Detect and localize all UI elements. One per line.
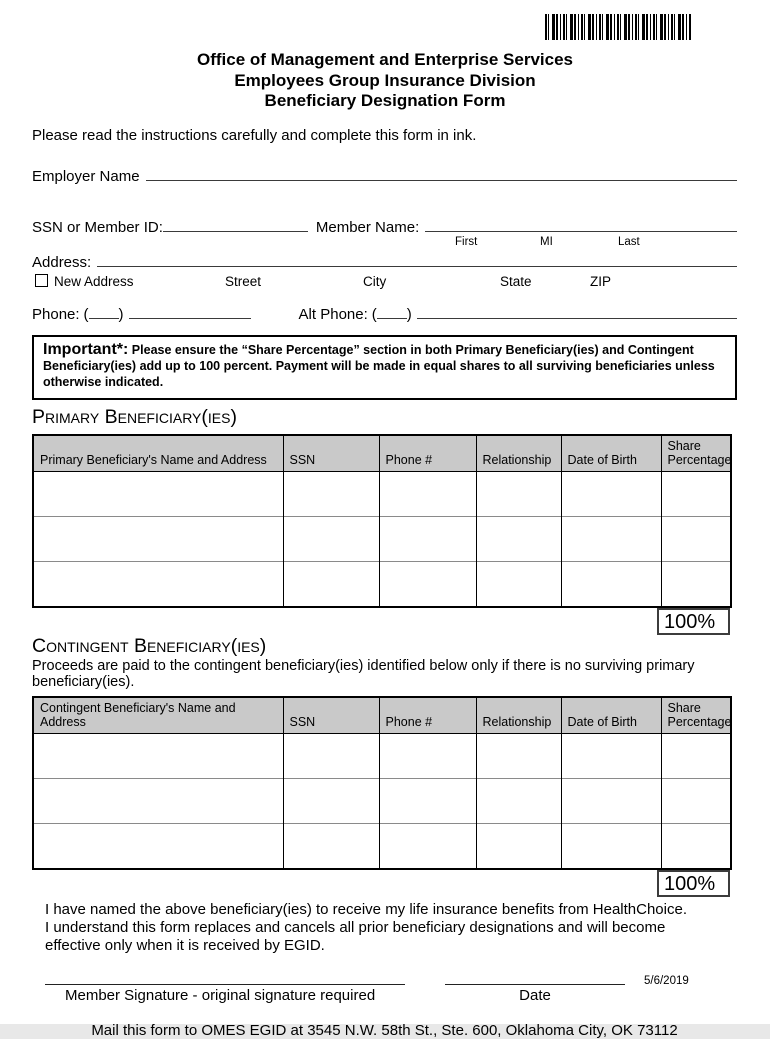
signature-row [45, 984, 737, 1004]
primary-col-name-address: Primary Beneficiary's Name and Address [33, 435, 283, 472]
contingent-share-total: 100% [657, 870, 730, 897]
member-name-label: Member Name: [315, 218, 420, 236]
contingent-table-row [33, 778, 731, 823]
contingent-note: Proceeds are paid to the contingent beneficiary(ies) identified below only if there is no surviving primary beneficiary(ies). [32, 657, 695, 690]
contingent-cell[interactable] [283, 823, 379, 869]
new-address-label: New Address [54, 273, 134, 289]
contingent-cell[interactable] [33, 733, 283, 778]
primary-cell[interactable] [476, 561, 561, 607]
primary-col-share: Share Percentage [661, 435, 731, 472]
member-name-sublabels [32, 236, 737, 249]
contingent-col-phone: Phone # [379, 697, 476, 734]
employer-name-row [32, 165, 737, 185]
contingent-cell[interactable] [379, 733, 476, 778]
primary-col-phone: Phone # [379, 435, 476, 472]
title-line-form-name: Beneficiary Designation Form [264, 91, 506, 110]
date-label: Date [519, 986, 551, 1004]
new-address-checkbox[interactable] [35, 274, 48, 287]
city-sublabel: City [363, 273, 387, 289]
contingent-table-row [33, 733, 731, 778]
primary-col-relationship: Relationship [476, 435, 561, 472]
primary-table-row [33, 561, 731, 607]
contingent-beneficiary-heading: Contingent Beneficiary(ies) [32, 634, 267, 657]
contingent-cell[interactable] [379, 778, 476, 823]
middle-initial-sublabel: MI [540, 235, 553, 248]
primary-cell[interactable] [661, 516, 731, 561]
primary-cell[interactable] [379, 516, 476, 561]
contingent-cell[interactable] [661, 823, 731, 869]
contingent-cell[interactable] [561, 778, 661, 823]
member-signature-label: Member Signature - original signature required [65, 986, 376, 1004]
phone-row [32, 303, 737, 323]
employer-name-field[interactable] [146, 165, 737, 181]
primary-cell[interactable] [476, 471, 561, 516]
contingent-cell[interactable] [476, 823, 561, 869]
contingent-cell[interactable] [33, 823, 283, 869]
primary-cell[interactable] [283, 516, 379, 561]
mail-instruction: Mail this form to OMES EGID at 3545 N.W. 58th St., Ste. 600, Oklahoma City, OK 73112 [91, 1021, 678, 1039]
member-id-name-row [32, 216, 737, 236]
contingent-cell[interactable] [661, 778, 731, 823]
alt-phone-area-code-field[interactable] [377, 303, 407, 319]
contingent-cell[interactable] [661, 733, 731, 778]
primary-cell[interactable] [283, 471, 379, 516]
contingent-col-name-address: Contingent Beneficiary's Name and Address [33, 697, 283, 734]
state-sublabel: State [500, 273, 532, 289]
contingent-col-relationship: Relationship [476, 697, 561, 734]
address-field[interactable] [97, 251, 737, 267]
primary-cell[interactable] [33, 561, 283, 607]
contingent-cell[interactable] [561, 823, 661, 869]
primary-cell[interactable] [33, 516, 283, 561]
address-label: Address: [32, 253, 92, 271]
alt-phone-paren-open: ( [371, 305, 377, 323]
contingent-table-header-row [33, 697, 731, 734]
primary-col-ssn: SSN [283, 435, 379, 472]
declaration-text: I have named the above beneficiary(ies) to receive my life insurance benefits from HealthChoice. I understand this form replaces and cancels all prior beneficiary designations and will become effective only when it is received by EGID. [45, 900, 687, 954]
barcode [545, 14, 691, 40]
primary-cell[interactable] [561, 516, 661, 561]
primary-table-header-row [33, 435, 731, 472]
title-line-division: Employees Group Insurance Division [234, 70, 536, 90]
street-sublabel: Street [225, 273, 262, 289]
alt-phone-paren-close: ) [406, 305, 412, 323]
contingent-col-dob: Date of Birth [561, 697, 661, 734]
important-notice-box [32, 335, 737, 400]
primary-col-dob: Date of Birth [561, 435, 661, 472]
first-name-sublabel: First [455, 235, 478, 248]
address-row [32, 251, 737, 271]
ssn-member-id-field[interactable] [163, 216, 308, 232]
primary-cell[interactable] [476, 516, 561, 561]
zip-sublabel: ZIP [590, 273, 612, 289]
contingent-cell[interactable] [476, 778, 561, 823]
primary-beneficiary-heading: Primary Beneficiary(ies) [32, 405, 237, 428]
phone-area-code-field[interactable] [89, 303, 119, 319]
title-line-agency: Office of Management and Enterprise Services [196, 50, 573, 69]
contingent-cell[interactable] [283, 778, 379, 823]
contingent-table-row [33, 823, 731, 869]
member-name-field[interactable] [425, 216, 737, 232]
primary-cell[interactable] [561, 561, 661, 607]
phone-paren-open: ( [83, 305, 89, 323]
contingent-cell[interactable] [283, 733, 379, 778]
phone-paren-close: ) [118, 305, 124, 323]
phone-number-field[interactable] [129, 303, 251, 319]
primary-share-total: 100% [657, 608, 730, 635]
primary-cell[interactable] [379, 561, 476, 607]
contingent-col-ssn: SSN [283, 697, 379, 734]
last-name-sublabel: Last [618, 235, 640, 248]
employer-name-label: Employer Name [32, 167, 140, 185]
ssn-member-id-label: SSN or Member ID: [32, 218, 163, 236]
primary-table-row [33, 516, 731, 561]
phone-label: Phone: [32, 305, 80, 323]
primary-beneficiary-table [32, 434, 732, 608]
primary-cell[interactable] [283, 561, 379, 607]
address-sublabels-row [32, 274, 737, 290]
primary-cell[interactable] [379, 471, 476, 516]
alt-phone-label: Alt Phone: [298, 305, 368, 323]
primary-cell[interactable] [561, 471, 661, 516]
important-label: Important*: [43, 340, 129, 358]
alt-phone-number-field[interactable] [417, 303, 737, 319]
contingent-beneficiary-table [32, 696, 732, 870]
contingent-cell[interactable] [33, 778, 283, 823]
revision-date: 5/6/2019 [644, 975, 689, 987]
instructions-text: Please read the instructions carefully and complete this form in ink. [32, 126, 477, 144]
primary-cell[interactable] [661, 471, 731, 516]
important-text: Please ensure the “Share Percentage” section in both Primary Beneficiary(ies) and Contingent Beneficiary(ies) add up to 100 percent. Payment will be made in equal shares to all surviving beneficiaries unless otherwise indicated. [43, 342, 715, 389]
primary-cell[interactable] [661, 561, 731, 607]
contingent-cell[interactable] [379, 823, 476, 869]
primary-table-row [33, 471, 731, 516]
contingent-col-share: Share Percentage [661, 697, 731, 734]
contingent-cell[interactable] [476, 733, 561, 778]
contingent-cell[interactable] [561, 733, 661, 778]
primary-cell[interactable] [33, 471, 283, 516]
